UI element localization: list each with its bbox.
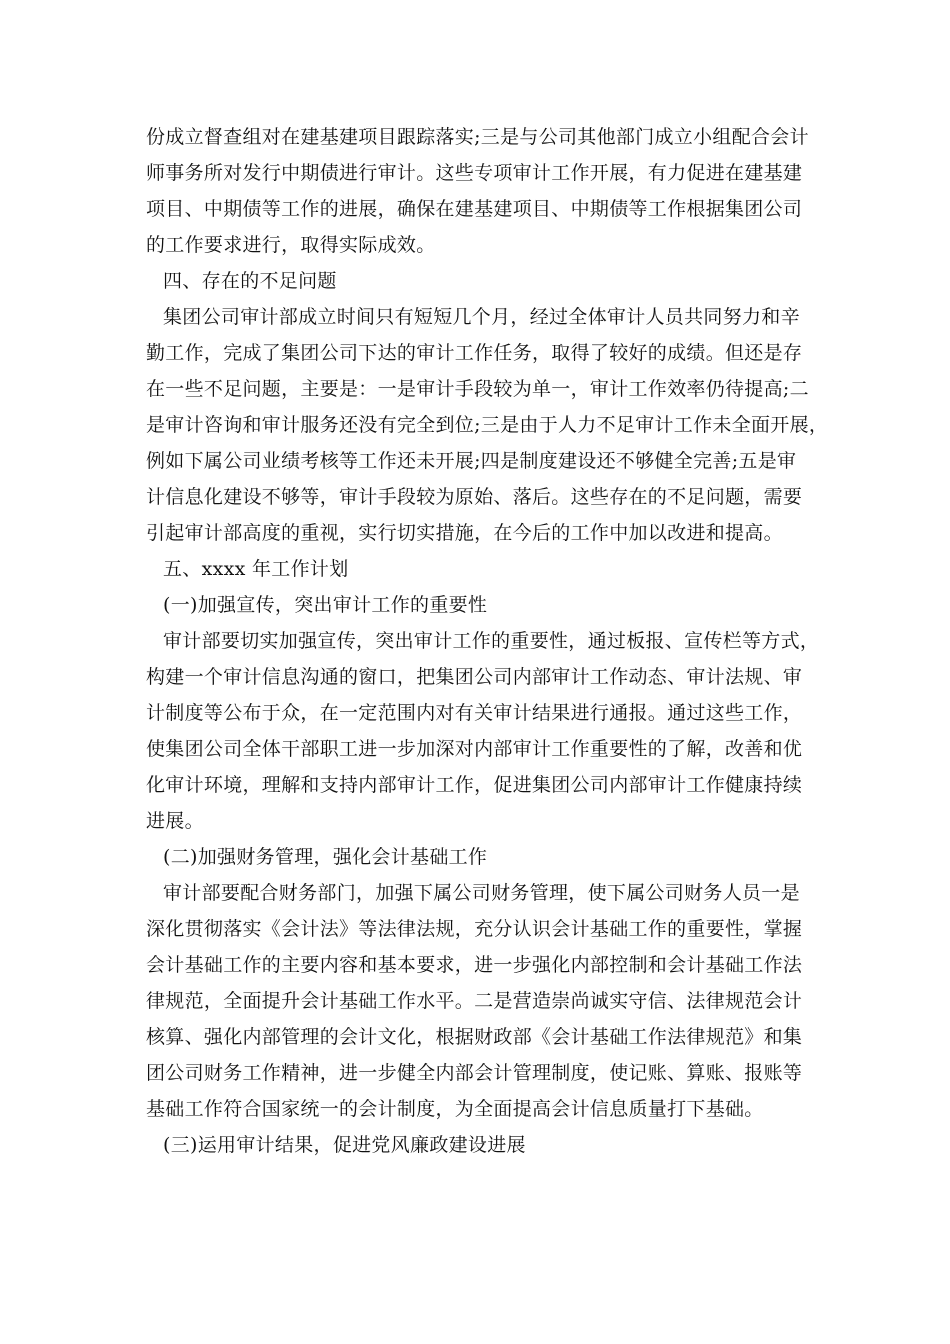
text-line: 勤工作，完成了集团公司下达的审计工作任务，取得了较好的成绩。但还是存 (146, 342, 803, 364)
text-line: 引起审计部高度的重视，实行切实措施，在今后的工作中加以改进和提高。 (146, 522, 783, 544)
subsection-heading: (一)加强宣传，突出审计工作的重要性 (163, 594, 488, 616)
subsection-heading: (三)运用审计结果，促进党风廉政建设进展 (163, 1134, 526, 1156)
text-line: 深化贯彻落实《会计法》等法律法规，充分认识会计基础工作的重要性，掌握 (146, 918, 803, 940)
text-line: 使集团公司全体干部职工进一步加深对内部审计工作重要性的了解，改善和优 (146, 738, 803, 760)
paragraph-first-line: 集团公司审计部成立时间只有短短几个月，经过全体审计人员共同努力和辛 (163, 306, 800, 328)
text-line: 进展。 (146, 810, 204, 832)
text-line: 在一些不足问题，主要是：一是审计手段较为单一，审计工作效率仍待提高;二 (146, 378, 809, 400)
subsection-heading: (二)加强财务管理，强化会计基础工作 (163, 846, 488, 868)
text-line: 团公司财务工作精神，进一步健全内部会计管理制度，使记账、算账、报账等 (146, 1062, 803, 1084)
text-line: 的工作要求进行，取得实际成效。 (146, 234, 436, 256)
text-line: 师事务所对发行中期债进行审计。这些专项审计工作开展，有力促进在建基建 (146, 162, 803, 184)
text-line: 化审计环境，理解和支持内部审计工作，促进集团公司内部审计工作健康持续 (146, 774, 803, 796)
text-line: 项目、中期债等工作的进展，确保在建基建项目、中期债等工作根据集团公司 (146, 198, 803, 220)
text-line: 例如下属公司业绩考核等工作还未开展;四是制度建设还不够健全完善;五是审 (146, 450, 797, 472)
text-line: 构建一个审计信息沟通的窗口，把集团公司内部审计工作动态、审计法规、审 (146, 666, 803, 688)
text-line: 计制度等公布于众，在一定范围内对有关审计结果进行通报。通过这些工作， (146, 702, 803, 724)
paragraph-first-line: 审计部要配合财务部门，加强下属公司财务管理，使下属公司财务人员一是 (163, 882, 800, 904)
text-line: 会计基础工作的主要内容和基本要求，进一步强化内部控制和会计基础工作法 (146, 954, 803, 976)
text-line: 份成立督查组对在建基建项目跟踪落实;三是与公司其他部门成立小组配合会计 (146, 126, 809, 148)
text-line: 计信息化建设不够等，审计手段较为原始、落后。这些存在的不足问题，需要 (146, 486, 803, 508)
text-line: 律规范，全面提升会计基础工作水平。二是营造崇尚诚实守信、法律规范会计 (146, 990, 803, 1012)
section-heading: 四、存在的不足问题 (163, 270, 337, 292)
text-line: 核算、强化内部管理的会计文化，根据财政部《会计基础工作法律规范》和集 (146, 1026, 803, 1048)
section-heading: 五、xxxx 年工作计划 (163, 558, 349, 580)
paragraph-first-line: 审计部要切实加强宣传，突出审计工作的重要性，通过板报、宣传栏等方式， (163, 630, 820, 652)
text-line: 是审计咨询和审计服务还没有完全到位;三是由于人力不足审计工作未全面开展， (146, 414, 829, 436)
text-line: 基础工作符合国家统一的会计制度，为全面提高会计信息质量打下基础。 (146, 1098, 764, 1120)
